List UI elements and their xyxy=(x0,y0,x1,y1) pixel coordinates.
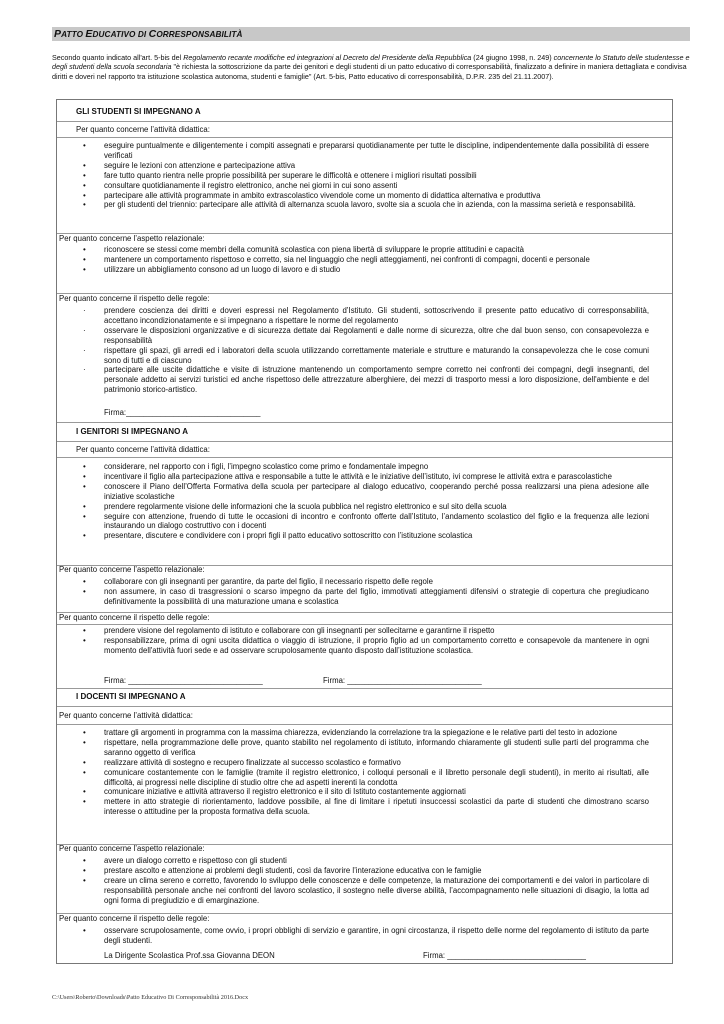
list-item-text: rispettare, nella programmazione delle prove, quanto stabilito nel regolamento di istituto, informando chiaramente gli studenti sulle parti del programma che saranno oggetto di verifica xyxy=(104,737,649,757)
bullet-icon: · xyxy=(83,325,86,335)
bullet-icon: • xyxy=(83,875,86,885)
list-item-text: non assumere, in caso di trasgressioni o scarso impegno da parte del figlio, immotivati atteggiamenti difensivi o strategie di copertura che pregiudicano definitivamente la possibilità di una maturazione umana e scolastica xyxy=(104,586,649,606)
list-item xyxy=(57,326,672,346)
patto-table xyxy=(56,99,673,964)
bullet-icon: • xyxy=(83,767,86,777)
list-item-text: utilizzare un abbigliamento consono ad un luogo di lavoro e di studio xyxy=(104,264,341,274)
studenti-regole-list xyxy=(57,306,672,395)
list-item xyxy=(57,462,672,472)
list-item-text: responsabilizzare, prima di ogni uscita didattica o viaggio di istruzione, il proprio figlio ad un comportamento corretto e consapevole da mantenere in ogni momento dell'attività fuori sede e ad osservare scrupolosamente quanto disposto dall’istituzione scolastica. xyxy=(104,635,649,655)
list-item xyxy=(57,365,672,395)
bullet-icon: • xyxy=(83,462,86,471)
subheading-regole: Per quanto concerne il rispetto delle regole: xyxy=(59,914,210,923)
bullet-icon: • xyxy=(83,141,86,150)
list-item-text: prendere regolarmente visione delle informazioni che la scuola pubblica nel registro elettronico e sul sito della scuola xyxy=(104,501,507,511)
bullet-icon: · xyxy=(83,345,86,355)
list-item-text: prendere visione del regolamento di istituto e collaborare con gli insegnanti per sollecitarne e garantirne il rispetto xyxy=(104,626,495,635)
bullet-icon: • xyxy=(83,264,86,274)
bullet-icon: • xyxy=(83,481,86,491)
subheading-regole: Per quanto concerne il rispetto delle regole: xyxy=(59,294,210,303)
section-heading-docenti: I DOCENTI SI IMPEGNANO A xyxy=(76,692,186,701)
row-divider xyxy=(57,724,672,725)
list-item xyxy=(57,265,672,275)
list-item xyxy=(57,797,672,817)
list-item-text: rispettare gli spazi, gli arredi ed i laboratori della scuola utilizzando correttamente materiale e strutture e maturando la consapevolezza che le cose comuni sono di tutti e di ciascuno xyxy=(104,345,649,365)
intro-paragraph: Secondo quanto indicato all'art. 5-bis del Regolamento recante modifiche ed integrazioni al Decreto del Presidente della Repubblica (24 giugno 1998, n. 249) concernente lo Statuto delle studentesse e degli studenti della scuola secondaria "è richiesta la sottoscrizione da parte dei genitori e degli studenti di un patto educativo di corresponsabilità, finalizzato a definire in maniera dettagliata e condivisa diritti e doveri nel rapporto tra istituzione scolastica autonoma, studenti e famiglie" (Art. 5-bis, Patto educativo di corresponsabilità, D.P.R. 235 del 21.11.2007). xyxy=(52,53,690,81)
file-path-footer: C:\Users\Roberto\Downloads\Patto Educativo Di Corresponsabilità 2016.Docx xyxy=(52,994,249,1001)
list-item xyxy=(57,502,672,512)
subheading-didattica: Per quanto concerne l’attività didattica: xyxy=(76,445,210,454)
section-heading-studenti: GLI STUDENTI SI IMPEGNANO A xyxy=(76,107,201,116)
list-item-text: presentare, discutere e condividere con i propri figli il patto educativo sottoscritto con l’istituzione scolastica xyxy=(104,531,473,541)
genitori-firma-2: Firma: _______________________________ xyxy=(323,676,482,685)
bullet-icon: · xyxy=(83,306,86,315)
bullet-icon: • xyxy=(83,160,86,170)
bullet-icon: • xyxy=(83,200,86,210)
bullet-icon: • xyxy=(83,501,86,511)
bullet-icon: • xyxy=(83,511,86,521)
docenti-relazionale-list xyxy=(57,856,672,906)
list-item xyxy=(57,626,672,636)
bullet-icon: • xyxy=(83,245,86,254)
list-item xyxy=(57,181,672,191)
studenti-didattica-list xyxy=(57,141,672,210)
list-item-text: eseguire puntualmente e diligentemente i compiti assegnati e prepararsi quotidianamente per tutte le discipline, indipendentemente dalla possibilità di essere verificati xyxy=(104,141,649,160)
list-item xyxy=(57,738,672,758)
bullet-icon: • xyxy=(83,865,86,875)
bullet-icon: • xyxy=(83,170,86,180)
studenti-relazionale-list xyxy=(57,245,672,275)
row-divider xyxy=(57,422,672,423)
subheading-regole: Per quanto concerne il rispetto delle regole: xyxy=(59,613,210,622)
list-item-text: partecipare alle uscite didattiche e visite di istruzione mantenendo un comportamento sempre corretto nei confronti dei compagni, degli insegnanti, del personale addetto ai servizi turistici ed anche rispettoso delle attrezzature alberghiere, dei mezzi di trasporto messi a loro disposizione, dell'ambiente e del patrimonio storico-artistico. xyxy=(104,365,649,395)
subheading-relazionale: Per quanto concerne l’aspetto relazionale: xyxy=(59,844,205,853)
list-item xyxy=(57,577,672,587)
list-item-text: collaborare con gli insegnanti per garantire, da parte del figlio, il necessario rispetto delle regole xyxy=(104,577,433,586)
row-divider xyxy=(57,624,672,625)
list-item xyxy=(57,200,672,210)
row-divider xyxy=(57,457,672,458)
page-title: PATTO EDUCATIVO DI CORRESPONSABILITÀ xyxy=(54,28,243,40)
docenti-regole-list xyxy=(57,926,672,946)
list-item-text: conoscere il Piano dell’Offerta Formativa della scuola per partecipare al dialogo educativo, cooperando perché possa realizzarsi una piena adesione alle iniziative scolastiche xyxy=(104,481,649,501)
list-item xyxy=(57,636,672,656)
list-item-text: prendere coscienza dei diritti e doveri espressi nel Regolamento d’Istituto. Gli studenti, sottoscrivendo il presente patto educativo di corresponsabilità, accettano incondizionatamente e si impegnano a rispettare le norme del regolamento xyxy=(104,306,649,325)
list-item-text: incentivare il figlio alla partecipazione attiva e responsabile a tutte le attività e le iniziative dell’istituto, ivi comprese le attività extra e parascolastiche xyxy=(104,471,612,481)
subheading-didattica: Per quanto concerne l’attività didattica: xyxy=(59,711,193,720)
list-item xyxy=(57,346,672,366)
row-divider xyxy=(57,121,672,122)
list-item-text: mantenere un comportamento rispettoso e corretto, sia nel linguaggio che negli atteggiamenti, nei confronti di compagni, docenti e personale xyxy=(104,254,590,264)
docenti-didattica-list xyxy=(57,728,672,817)
bullet-icon: • xyxy=(83,180,86,190)
genitori-firma-1: Firma: _______________________________ xyxy=(104,676,263,685)
list-item xyxy=(57,255,672,265)
genitori-relazionale-list xyxy=(57,577,672,607)
row-divider xyxy=(57,137,672,138)
row-divider xyxy=(57,688,672,689)
dirigente-name: La Dirigente Scolastica Prof.ssa Giovanna DEON xyxy=(104,951,275,960)
list-item xyxy=(57,171,672,181)
bullet-icon: • xyxy=(83,190,86,200)
list-item-text: considerare, nel rapporto con i figli, l’impegno scolastico come primo e fondamentale impegno xyxy=(104,462,429,471)
list-item-text: prestare ascolto e attenzione ai problemi degli studenti, così da favorire l’interazione educativa con le famiglie xyxy=(104,865,482,875)
bullet-icon: • xyxy=(83,635,86,645)
title-bar xyxy=(52,27,690,41)
list-item xyxy=(57,191,672,201)
list-item-text: partecipare alle attività programmate in ambito extrascolastico vivendole come un momento di didattica alternativa e produttiva xyxy=(104,190,541,200)
list-item xyxy=(57,587,672,607)
bullet-icon: • xyxy=(83,254,86,264)
list-item-text: osservare le disposizioni organizzative e di sicurezza dettate dai Regolamenti e dalle norme di sicurezza, oltre che dal buon senso, con consapevolezza e responsabilità xyxy=(104,325,649,345)
list-item-text: comunicare costantemente con le famiglie (tramite il registro elettronico, i colloqui personali e il libretto personale degli studenti), in merito ai risultati, alle difficoltà, ai progressi nelle discipline di studio oltre che ad aspetti inerenti la condotta xyxy=(104,767,649,787)
list-item xyxy=(57,482,672,502)
bullet-icon: • xyxy=(83,757,86,767)
list-item xyxy=(57,512,672,532)
list-item-text: seguire con attenzione, fruendo di tutte le occasioni di incontro e confronto offerte dall’Istituto, l’andamento scolastico del figlio e la frequenza alle lezioni instaurando un dialogo costruttivo con i docenti xyxy=(104,511,649,531)
bullet-icon: • xyxy=(83,626,86,635)
list-item-text: avere un dialogo corretto e rispettoso con gli studenti xyxy=(104,856,287,865)
list-item-text: seguire le lezioni con attenzione e partecipazione attiva xyxy=(104,160,296,170)
bullet-icon: • xyxy=(83,797,86,807)
list-item-text: realizzare attività di sostegno e recupero finalizzate al successo scolastico e formativo xyxy=(104,757,401,767)
list-item xyxy=(57,758,672,768)
list-item xyxy=(57,728,672,738)
list-item xyxy=(57,161,672,171)
bullet-icon: • xyxy=(83,737,86,747)
list-item xyxy=(57,141,672,161)
bullet-icon: • xyxy=(83,728,86,737)
list-item-text: creare un clima sereno e corretto, favorendo lo sviluppo delle conoscenze e delle competenze, la maturazione dei comportamenti e dei valori in particolare di responsabilità personale anche nei confronti del lavoro scolastico, il sostegno nelle diverse abilità, l’accompagnamento nelle situazioni di disagio, la lotta ad ogni forma di pregiudizio e di emarginazione. xyxy=(104,875,649,905)
row-divider xyxy=(57,441,672,442)
list-item xyxy=(57,866,672,876)
bullet-icon: • xyxy=(83,577,86,586)
list-item-text: comunicare iniziative e attività attraverso il registro elettronico e il sito di Istituto costantemente aggiornati xyxy=(104,787,466,797)
bullet-icon: • xyxy=(83,856,86,865)
bullet-icon: • xyxy=(83,471,86,481)
bullet-icon: • xyxy=(83,586,86,596)
list-item-text: consultare quotidianamente il registro elettronico, anche nei giorni in cui sono assenti xyxy=(104,180,398,190)
genitori-regole-list xyxy=(57,626,672,656)
list-item-text: riconoscere se stessi come membri della comunità scolastica con piena libertà di sviluppare le proprie attitudini e capacità xyxy=(104,245,524,254)
list-item xyxy=(57,245,672,255)
bullet-icon: • xyxy=(83,787,86,797)
dirigente-firma: Firma: ________________________________ xyxy=(423,951,587,960)
bullet-icon: • xyxy=(83,926,86,935)
list-item xyxy=(57,768,672,788)
genitori-didattica-list xyxy=(57,462,672,541)
bullet-icon: · xyxy=(83,365,86,375)
studenti-firma: Firma:_______________________________ xyxy=(104,408,261,417)
list-item-text: mettere in atto strategie di riorientamento, laddove possibile, al fine di limitare i ripetuti insuccessi scolastici da parte di studenti che dimostrano scarso interesse o attitudine per la proposta formativa della scuola. xyxy=(104,797,649,817)
list-item xyxy=(57,856,672,866)
section-heading-genitori: I GENITORI SI IMPEGNANO A xyxy=(76,427,189,436)
subheading-relazionale: Per quanto concerne l’aspetto relazionale: xyxy=(59,234,205,243)
bullet-icon: • xyxy=(83,531,86,541)
list-item xyxy=(57,306,672,326)
list-item-text: trattare gli argomenti in programma con la massima chiarezza, evidenziando la correlazione tra la spiegazione e le relative parti del testo in adozione xyxy=(104,728,618,737)
list-item xyxy=(57,531,672,541)
list-item xyxy=(57,787,672,797)
list-item xyxy=(57,876,672,906)
row-divider xyxy=(57,706,672,707)
subheading-relazionale: Per quanto concerne l’aspetto relazionale: xyxy=(59,565,205,574)
list-item-text: per gli studenti del triennio: partecipare alle attività di alternanza scuola lavoro, svolte sia a scuola che in azienda, con la massima serietà e responsabilità. xyxy=(104,200,636,210)
subheading-didattica: Per quanto concerne l’attività didattica: xyxy=(76,125,210,134)
list-item xyxy=(57,926,672,946)
list-item xyxy=(57,472,672,482)
list-item-text: osservare scrupolosamente, come ovvio, i propri obblighi di servizio e garantire, in ogni circostanza, il rispetto delle norme del regolamento di istituto da parte degli studenti. xyxy=(104,926,649,945)
list-item-text: fare tutto quanto rientra nelle proprie possibilità per superare le difficoltà e ottenere i migliori risultati possibili xyxy=(104,170,477,180)
